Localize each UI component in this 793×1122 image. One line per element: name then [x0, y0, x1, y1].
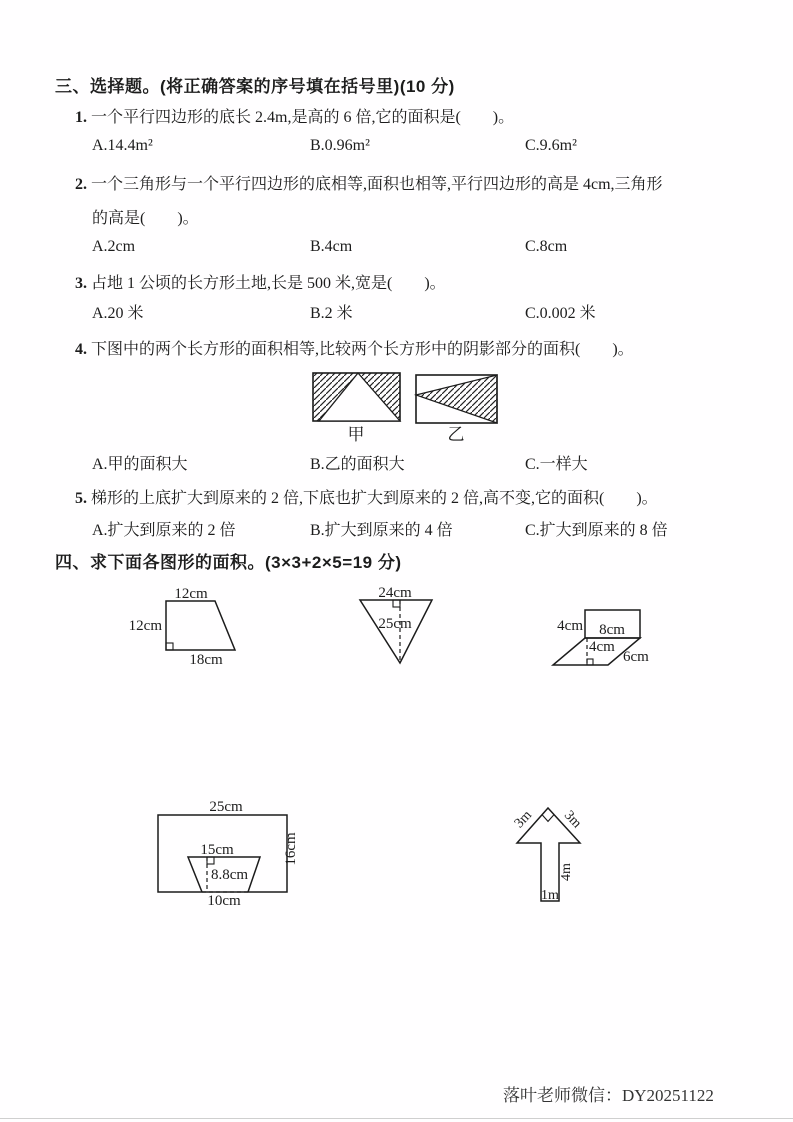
- q5-option-a: A.扩大到原来的 2 倍: [92, 522, 236, 539]
- arrow-stem-height-label: 4m: [559, 863, 574, 881]
- figure-trapezoid: [110, 580, 242, 672]
- question-3-number: 3.: [75, 275, 87, 292]
- question-2-line2: [92, 205, 199, 228]
- trapezoid-bottom-label: 18cm: [189, 652, 223, 668]
- para-height-label: 4cm: [589, 639, 615, 655]
- question-3: [75, 270, 446, 293]
- figure-yi-hatched-rectangle: [412, 370, 508, 448]
- question-1-options: [0, 137, 793, 157]
- question-5-number: 5.: [75, 490, 87, 507]
- q4-option-c: C.一样大: [525, 456, 588, 473]
- q2-option-a: A.2cm: [92, 238, 136, 255]
- section4-title: 四、求下面各图形的面积。(3×3+2×5=19 分): [55, 553, 402, 572]
- q3-option-c: C.0.002 米: [525, 305, 596, 322]
- question-1-number: 1.: [75, 109, 87, 126]
- right-angle-mark: [393, 600, 400, 607]
- trapezoid-left-label: 12cm: [128, 618, 162, 634]
- arrow-left-side-label: 3m: [511, 807, 536, 832]
- question-2: [75, 171, 663, 194]
- question-2-number: 2.: [75, 176, 87, 193]
- trap-bottom-label: 10cm: [207, 893, 241, 909]
- figure-jia-hatched-rectangle: [308, 370, 404, 448]
- yi-label: 乙: [447, 425, 465, 444]
- question-1: [75, 104, 514, 127]
- trapezoid-top-label: 12cm: [174, 586, 208, 602]
- section3-title: 三、选择题。(将正确答案的序号填在括号里)(10 分): [55, 77, 455, 96]
- question-2-text-line2: 的高是( )。: [92, 210, 199, 227]
- q3-option-b: B.2 米: [310, 305, 353, 322]
- q3-option-a: A.20 米: [92, 305, 144, 322]
- question-1-text: 一个平行四边形的底长 2.4m,是高的 6 倍,它的面积是( )。: [91, 109, 515, 126]
- q1-option-b: B.0.96m²: [310, 137, 370, 154]
- right-angle-mark: [542, 815, 554, 822]
- arrow-stem-width-label: 1m: [541, 888, 559, 903]
- arrow-right-side-label: 3m: [560, 807, 585, 832]
- question-5-options: [0, 517, 793, 537]
- triangle-base-label: 24cm: [378, 585, 412, 601]
- scan-edge-line: [0, 1118, 793, 1119]
- triangle-height-label: 25cm: [378, 616, 412, 632]
- trapezoid-shape: [166, 601, 235, 650]
- rect-width-label: 25cm: [209, 799, 243, 815]
- right-angle-mark: [166, 643, 173, 650]
- figure-rect-with-trapezoid: [140, 798, 312, 913]
- q5-option-b: B.扩大到原来的 4 倍: [310, 522, 453, 539]
- figure-arrow: [500, 796, 602, 914]
- right-angle-mark: [207, 857, 214, 864]
- q2-option-c: C.8cm: [525, 238, 568, 255]
- jia-label: 甲: [347, 425, 365, 444]
- right-angle-mark: [587, 659, 593, 665]
- q4-option-b: B.乙的面积大: [310, 456, 405, 473]
- q5-option-c: C.扩大到原来的 8 倍: [525, 522, 668, 539]
- question-2-text-line1: 一个三角形与一个平行四边形的底相等,面积也相等,平行四边形的高是 4cm,三角形: [91, 176, 663, 193]
- trap-top-label: 15cm: [200, 842, 234, 858]
- rect-base-label: 8cm: [599, 622, 625, 638]
- rect-side-label: 4cm: [557, 618, 583, 634]
- q1-option-c: C.9.6m²: [525, 137, 577, 154]
- question-5: [75, 485, 658, 508]
- question-4-number: 4.: [75, 341, 87, 358]
- rect-height-label: 16cm: [283, 832, 299, 866]
- figure-composite: [523, 598, 661, 673]
- q4-option-a: A.甲的面积大: [92, 456, 188, 473]
- question-4-text: 下图中的两个长方形的面积相等,比较两个长方形中的阴影部分的面积( )。: [91, 341, 634, 358]
- question-4-options: [0, 451, 793, 471]
- footer-teacher-wechat: 落叶老师微信：DY20251122: [503, 1086, 714, 1105]
- q2-option-b: B.4cm: [310, 238, 353, 255]
- question-4: [75, 336, 634, 359]
- question-3-text: 占地 1 公顷的长方形土地,长是 500 米,宽是( )。: [91, 275, 446, 292]
- trap-height-label: 8.8cm: [211, 867, 249, 883]
- question-2-options: [0, 238, 793, 258]
- q1-option-a: A.14.4m²: [92, 137, 153, 154]
- figure-triangle: [350, 580, 445, 675]
- question-5-text: 梯形的上底扩大到原来的 2 倍,下底也扩大到原来的 2 倍,高不变,它的面积( )。: [91, 490, 658, 507]
- question-3-options: [0, 300, 793, 320]
- para-side-label: 6cm: [623, 649, 649, 665]
